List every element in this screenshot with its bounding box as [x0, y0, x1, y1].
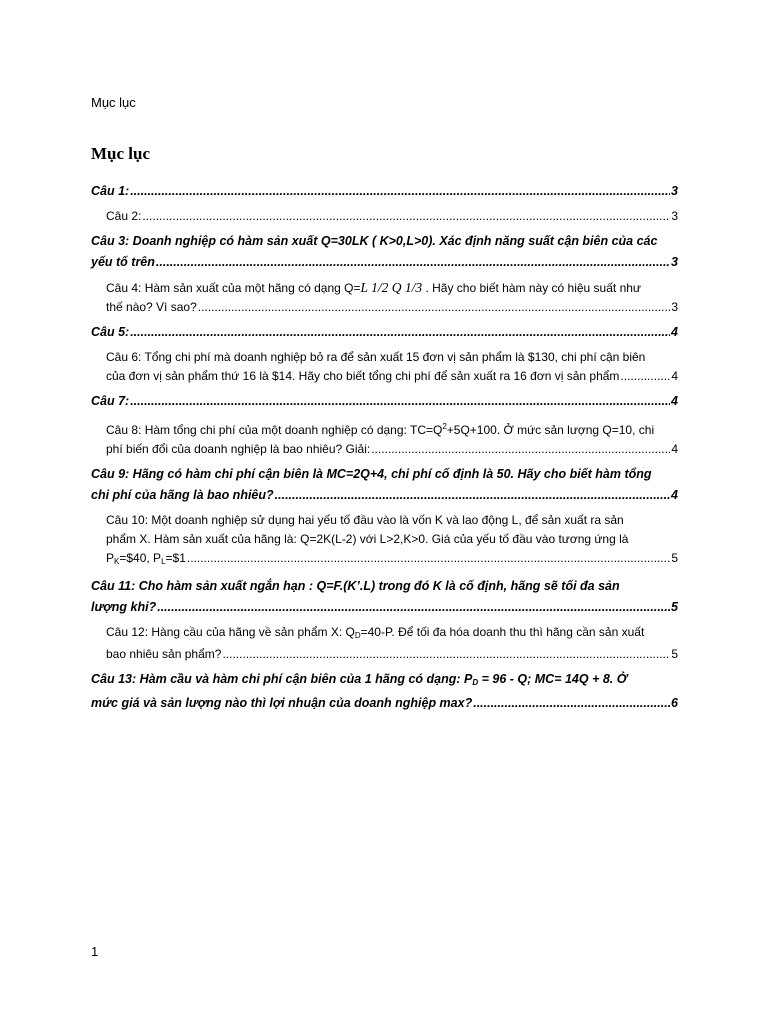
dot-leader	[156, 252, 670, 273]
toc-entry-cau-10[interactable]	[91, 511, 678, 571]
toc-entry-cau-5[interactable]	[91, 322, 678, 343]
toc-entry-text-line1: Câu 12: Hàng cầu của hãng về sản phẩm X: $Q_D=40-P$. Để tối đa hóa doanh thu thì hãng cần sản xuất	[106, 625, 645, 640]
toc-page-number: 3	[671, 184, 678, 198]
toc-entry-cau-9[interactable]	[91, 464, 678, 506]
toc-entry-text-line1: Câu 10: Một doanh nghiệp sử dụng hai yếu tố đầu vào là vốn K và lao động L, để sản xuất ra sản	[106, 513, 624, 527]
toc-entry-text-line1: Câu 11: Cho hàm sản xuất ngắn hạn : Q=F.(K’.L) trong đó K là cố định, hãng sẽ tối đa sản	[91, 579, 620, 593]
dot-leader	[620, 367, 670, 386]
dot-leader	[275, 485, 670, 506]
toc-entry-text-line2: bao nhiêu sản phẩm?	[106, 647, 222, 661]
toc-entry-text: Câu 7:	[91, 394, 130, 408]
toc-page-number: 6	[671, 696, 678, 710]
toc-entry-text: Câu 2:	[106, 209, 142, 223]
page-number-footer: 1	[91, 944, 99, 959]
toc-page-number: 4	[671, 442, 678, 456]
toc-entry-cau-2[interactable]	[91, 207, 678, 226]
dot-leader	[222, 645, 670, 664]
table-of-contents	[91, 176, 678, 714]
toc-entry-text-line1: Câu 13: Hàm cầu và hàm chi phí cận biên của 1 hãng có dạng: $P_D = 96 - Q$; MC= 14Q + 8. Ở	[91, 672, 628, 687]
toc-entry-cau-13[interactable]	[91, 669, 678, 714]
dot-leader	[371, 440, 670, 459]
toc-entry-text: Câu 1:	[91, 184, 130, 198]
toc-entry-text-line1: Câu 9: Hãng có hàm chi phí cận biên là MC=2Q+4, chi phí cố định là 50. Hãy cho biết hàm tổng	[91, 467, 652, 481]
toc-page-number: 4	[671, 394, 678, 408]
toc-entry-cau-11[interactable]	[91, 576, 678, 618]
dot-leader	[187, 549, 670, 568]
dot-leader	[198, 298, 671, 317]
toc-entry-cau-4[interactable]	[91, 278, 678, 317]
toc-page-number: 4	[671, 369, 678, 383]
subscript: D	[472, 678, 479, 687]
dot-leader	[157, 597, 670, 618]
toc-page-number: 5	[671, 647, 678, 661]
toc-page-number: 5	[671, 551, 678, 565]
dot-leader	[130, 181, 670, 202]
toc-entry-text-line2: mức giá và sản lượng nào thì lợi nhuận của doanh nghiệp max?	[91, 696, 473, 710]
toc-entry-text-line2: phí biến đổi của doanh nghiệp là bao nhiêu? Giải:	[106, 442, 371, 456]
toc-entry-text-line2: phẩm X. Hàm sản xuất của hãng là: Q=2K(L-2) với L>2,K>0. Giá của yếu tố đầu vào tương ứng là	[106, 532, 629, 546]
superscript: 2	[442, 422, 447, 431]
math-formula: L 1/2 Q 1/3	[360, 280, 423, 295]
toc-entry-cau-8[interactable]	[91, 417, 678, 459]
dot-leader	[473, 693, 670, 714]
toc-page-number: 4	[671, 325, 678, 339]
toc-entry-text-line2: yếu tố trên	[91, 255, 155, 269]
toc-entry-text-line3: $P_K=\$40$, $P_L=\$1$	[106, 551, 186, 566]
dot-leader	[130, 391, 670, 412]
toc-page-number: 4	[671, 488, 678, 502]
toc-entry-text-line2: chi phí của hãng là bao nhiêu?	[91, 488, 274, 502]
toc-entry-text-line2: lượng khi?	[91, 600, 157, 614]
dot-leader	[130, 322, 670, 343]
toc-page-number: 3	[671, 255, 678, 269]
toc-entry-cau-6[interactable]	[91, 348, 678, 386]
toc-entry-text-line1: Câu 4: Hàm sản xuất của một hãng có dạng Q=L 1/2 Q 1/3 . Hãy cho biết hàm này có hiệu suất như	[106, 280, 641, 295]
toc-heading: Mục lục	[91, 144, 151, 163]
toc-entry-text: Câu 5:	[91, 325, 130, 339]
toc-entry-text-line1: Câu 3: Doanh nghiệp có hàm sản xuất Q=30LK ( K>0,L>0). Xác định năng suất cận biên của các	[91, 234, 658, 248]
toc-page-number: 5	[671, 600, 678, 614]
toc-entry-text-line2: của đơn vị sản phẩm thứ 16 là $14. Hãy cho biết tổng chi phí để sản xuất ra 16 đơn vị sản phẩm	[106, 369, 620, 383]
toc-entry-cau-1[interactable]	[91, 181, 678, 202]
subscript: D	[354, 631, 361, 640]
page-header: Mục lục	[91, 95, 136, 110]
toc-page-number: 3	[671, 209, 678, 223]
toc-page-number: 3	[671, 300, 678, 314]
toc-entry-cau-12[interactable]	[91, 623, 678, 664]
toc-entry-cau-3[interactable]	[91, 231, 678, 273]
toc-entry-text-line1: Câu 8: Hàm tổng chi phí của một doanh nghiệp có dạng: $TC=Q^2+5Q+100$. Ở mức sản lượng Q=10, chi	[106, 422, 655, 437]
toc-entry-text-line1: Câu 6: Tổng chi phí mà doanh nghiệp bỏ ra để sản xuất 15 đơn vị sản phẩm là $130, chi phí cận biên	[106, 350, 646, 364]
toc-entry-text-line2: thế nào? Vì sao?	[106, 300, 197, 314]
toc-entry-cau-7[interactable]	[91, 391, 678, 412]
dot-leader	[142, 207, 670, 226]
